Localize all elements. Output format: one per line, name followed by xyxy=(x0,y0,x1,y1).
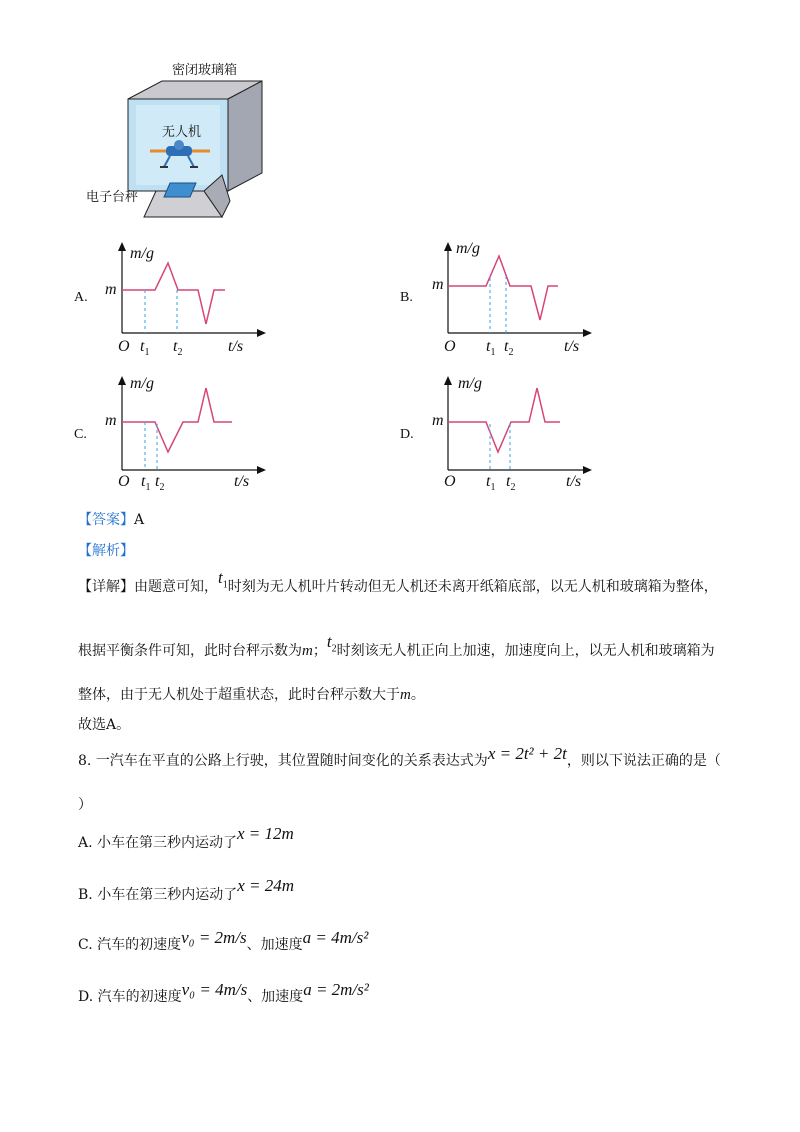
m-level-label: m xyxy=(432,412,444,429)
t1-label: $t_1$ xyxy=(486,473,496,494)
scale-label: 电子台秤 xyxy=(86,190,139,205)
detail-tag: 【详解】 xyxy=(78,579,134,595)
m-level-label: m xyxy=(432,276,444,293)
origin-label: O xyxy=(444,338,456,355)
q8-option-c: C. 汽车的初速度v₀ = 2m/s、加速度a = 4m/s² xyxy=(78,928,369,953)
m-level-label: m xyxy=(105,281,117,298)
graph-b xyxy=(426,238,606,358)
m-level-label: m xyxy=(105,412,117,429)
t1-label: $t_1$ xyxy=(486,338,496,359)
q8-formula: x = 2t² + 2t xyxy=(487,744,567,763)
box-label: 密闭玻璃箱 xyxy=(172,63,238,78)
t-axis-label: t/s xyxy=(566,473,582,490)
detail-line-1: 【详解】由题意可知，$t_1$时刻为无人机叶片转动但无人机还未离开纸箱底部，以无人机和玻璃箱为整体， xyxy=(78,568,718,595)
origin-label: O xyxy=(118,473,130,490)
y-axis-label: m/g xyxy=(456,240,480,257)
analysis-tag: 【解析】 xyxy=(78,543,134,559)
answer-line xyxy=(78,509,144,529)
detail-line-4: 故选A。 xyxy=(78,717,131,733)
t1-symbol: $t_1$ xyxy=(218,568,228,591)
option-a-label: A. xyxy=(74,290,88,305)
option-d-label: D. xyxy=(400,427,414,442)
drone-label: 无人机 xyxy=(162,125,202,140)
y-axis-label: m/g xyxy=(458,375,482,392)
graph-a xyxy=(100,238,280,358)
t2-label: $t_2$ xyxy=(506,473,516,494)
q8-stem: 8. 一汽车在平直的公路上行驶，其位置随时间变化的关系表达式为x = 2t² + 2t，则以下说法正确的是（ xyxy=(78,744,721,769)
answer-tag: 【答案】 xyxy=(78,512,134,528)
graph-d xyxy=(426,372,606,492)
q8-option-d: D. 汽车的初速度v₀ = 4m/s、加速度a = 2m/s² xyxy=(78,980,369,1005)
t-axis-label: t/s xyxy=(228,338,244,355)
q8-option-b: B. 小车在第三秒内运动了x = 24m xyxy=(78,876,294,903)
y-axis-label: m/g xyxy=(130,245,154,262)
y-axis-label: m/g xyxy=(130,375,154,392)
t2-label: $t_2$ xyxy=(155,473,165,494)
q8-option-a: A. 小车在第三秒内运动了x = 12m xyxy=(78,824,294,851)
t1-label: $t_1$ xyxy=(141,473,151,494)
origin-label: O xyxy=(444,473,456,490)
t-axis-label: t/s xyxy=(234,473,250,490)
answer-value: A xyxy=(134,512,145,528)
t2-label: $t_2$ xyxy=(504,338,514,359)
t1-label: $t_1$ xyxy=(140,338,150,359)
t2-symbol: $t_2$ xyxy=(326,632,337,655)
q8-stem-end: ） xyxy=(78,797,92,813)
detail-line-2: 根据平衡条件可知，此时台秤示数为m；$t_2$时刻该无人机正向上加速，加速度向上，以无人机和玻璃箱为 xyxy=(78,632,715,659)
origin-label: O xyxy=(118,338,130,355)
option-b-label: B. xyxy=(400,290,413,305)
option-c-label: C. xyxy=(74,427,87,442)
t2-label: $t_2$ xyxy=(173,338,183,359)
t-axis-label: t/s xyxy=(564,338,580,355)
graph-c xyxy=(100,372,280,492)
detail-line-3: 整体，由于无人机处于超重状态，此时台秤示数大于m。 xyxy=(78,687,425,703)
